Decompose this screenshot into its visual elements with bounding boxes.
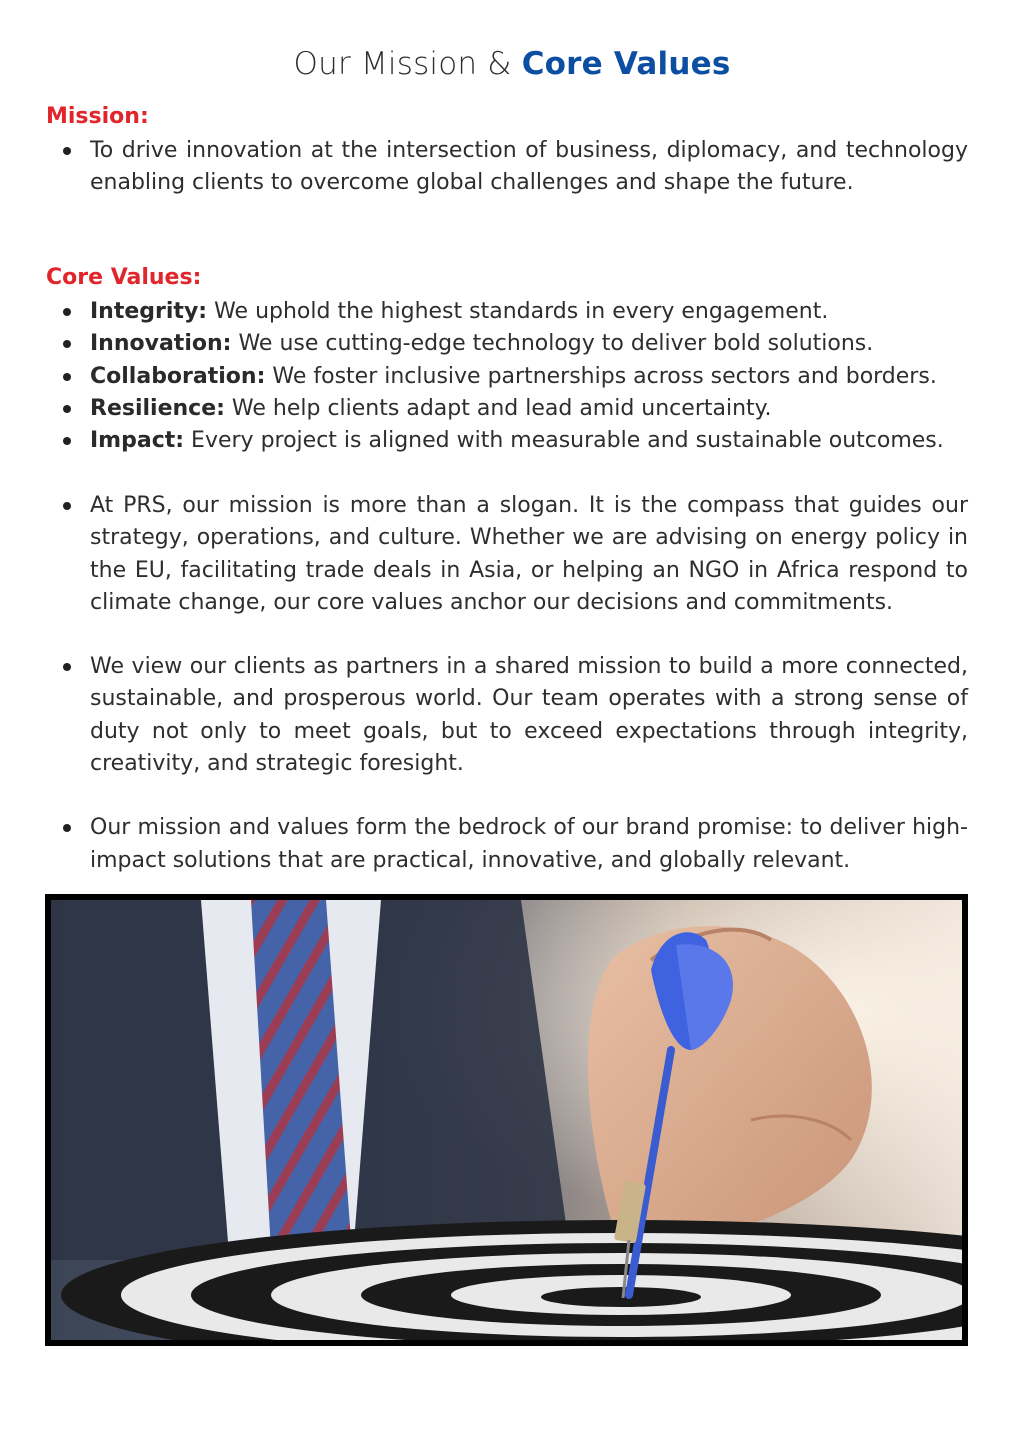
mission-text: To drive innovation at the intersection of business, diplomacy, and technology enabling clients to overcome global challenges and shape the future. — [90, 138, 968, 196]
paragraph-text: We view our clients as partners in a shared mission to build a more connected, sustainable, and prosperous world. Our team operates with a strong sense of duty not only to meet goals, but to exceed expectations through integrity, creativity, and strategic foresight. — [90, 654, 968, 777]
title-accent: Core Values — [521, 46, 731, 82]
bullet-icon — [63, 308, 71, 316]
core-values-list — [46, 296, 968, 457]
paragraph-item — [46, 812, 968, 877]
core-value-innovation — [46, 328, 968, 360]
paragraph-text: At PRS, our mission is more than a slogan. It is the compass that guides our strategy, operations, and culture. Whether we are advising on energy policy in the EU, facilitating trade deals in Asia, or helping an NGO in Africa respond to climate change, our core values anchor our decisions and commitments. — [90, 493, 968, 615]
core-value-text: We help clients adapt and lead amid uncertainty. — [224, 395, 772, 421]
core-value-label: Resilience: — [90, 395, 225, 421]
list-item — [46, 135, 968, 200]
mission-list — [46, 135, 968, 200]
core-value-label: Impact: — [90, 428, 185, 454]
bullet-icon — [63, 373, 71, 381]
core-value-collaboration — [46, 361, 968, 393]
paragraph-item — [46, 651, 968, 780]
bullet-icon — [63, 824, 71, 832]
core-values-heading: Core Values: — [46, 265, 202, 290]
core-value-text: We uphold the highest standards in every engagement. — [207, 299, 829, 324]
bullet-icon — [63, 437, 71, 445]
title-lead: Our Mission & — [293, 46, 522, 82]
paragraph-list — [46, 490, 968, 877]
core-value-text: We foster inclusive partnerships across sectors and borders. — [265, 363, 937, 389]
photo-frame — [45, 894, 968, 1346]
core-value-impact — [46, 425, 968, 457]
core-value-text: We use cutting-edge technology to deliver bold solutions. — [231, 331, 874, 357]
core-value-integrity — [46, 296, 968, 328]
bullet-icon — [63, 663, 71, 671]
page-title — [0, 46, 1024, 82]
core-value-text: Every project is aligned with measurable and sustainable outcomes. — [184, 428, 944, 454]
paragraph-item — [46, 490, 968, 619]
core-value-label: Innovation: — [90, 331, 232, 357]
bullet-icon — [63, 147, 71, 155]
paragraph-text: Our mission and values form the bedrock of our brand promise: to deliver high-impact solutions that are practical, innovative, and globally relevant. — [90, 815, 968, 873]
bullet-icon — [63, 340, 71, 348]
bullet-icon — [63, 502, 71, 510]
mission-heading: Mission: — [46, 104, 149, 129]
dart-target-photo — [51, 900, 962, 1340]
core-value-resilience — [46, 393, 968, 425]
core-value-label: Integrity: — [90, 299, 208, 324]
core-value-label: Collaboration: — [90, 363, 266, 389]
bullet-icon — [63, 405, 71, 413]
